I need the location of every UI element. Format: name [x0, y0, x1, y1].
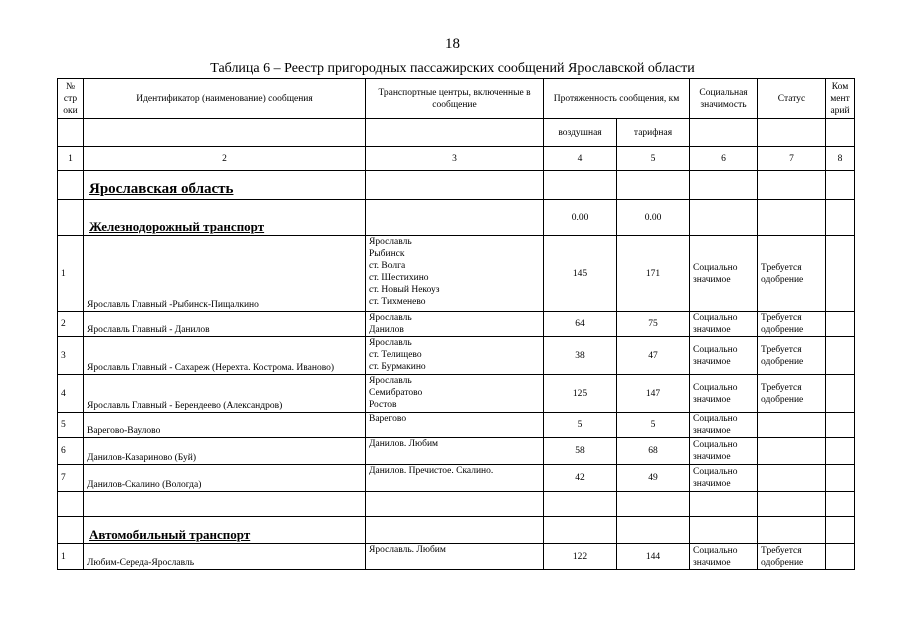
header-social: Социальная значимость: [690, 79, 758, 119]
status: [758, 438, 826, 465]
registry-table: [57, 78, 855, 570]
transport-centers-line: ст. Бурмакино: [369, 362, 426, 372]
social-significance: [690, 236, 758, 312]
transport-centers-line: Ярославль: [369, 376, 412, 386]
transport-centers-line: Данилов. Любим: [369, 439, 439, 449]
transport-centers-line: Данилов: [369, 325, 404, 335]
comment: [826, 236, 855, 312]
route-name: Любим-Середа-Ярославль: [84, 544, 366, 570]
col-number: 5: [617, 147, 690, 171]
social-significance: [690, 337, 758, 375]
transport-centers-line: Рыбинск: [369, 249, 405, 259]
status-line: Требуется: [761, 382, 802, 393]
social-significance-line: Социально: [693, 414, 738, 424]
table-row: [58, 413, 855, 438]
section-title-rail: Железнодорожный транспорт: [84, 200, 366, 236]
transport-centers-line: Семибратово: [369, 388, 423, 398]
empty-row: [58, 492, 855, 517]
table-caption: Таблица 6 – Реестр пригородных пассажирских сообщений Ярославской области: [210, 61, 695, 76]
transport-centers: [366, 337, 544, 375]
social-significance-line: значимое: [693, 452, 731, 462]
status: [758, 337, 826, 375]
route-name: Ярославль Главный - Сахареж (Нерехта. Кострома. Иваново): [84, 337, 366, 375]
air-distance: 5: [544, 413, 617, 438]
comment: [826, 465, 855, 492]
transport-centers-line: ст. Волга: [369, 261, 406, 271]
table-row: [58, 465, 855, 492]
table-row: [58, 337, 855, 375]
status: [758, 236, 826, 312]
transport-centers-line: Ярославль: [369, 313, 412, 323]
social-significance-line: Социально: [693, 467, 738, 477]
comment: [826, 337, 855, 375]
header-status: Статус: [758, 79, 826, 119]
header-tariff: тарифная: [617, 119, 690, 147]
col-number: 8: [826, 147, 855, 171]
transport-centers: [366, 413, 544, 438]
social-significance-line: значимое: [693, 557, 731, 568]
social-significance: [690, 375, 758, 413]
status-line: Требуется: [761, 262, 802, 273]
air-distance: 42: [544, 465, 617, 492]
tariff-distance: 75: [617, 312, 690, 337]
tariff-distance: 171: [617, 236, 690, 312]
col-number: 7: [758, 147, 826, 171]
section-row-rail: [58, 200, 855, 236]
table-row: [58, 312, 855, 337]
route-name: Ярославль Главный - Берендеево (Александров): [84, 375, 366, 413]
social-significance-line: Социально: [693, 382, 738, 393]
transport-centers: [366, 236, 544, 312]
comment: [826, 438, 855, 465]
comment: [826, 413, 855, 438]
row-number: 1: [58, 236, 84, 312]
route-name: Данилов-Скалино (Вологда): [84, 465, 366, 492]
section-row-auto: [58, 517, 855, 544]
transport-centers: [366, 465, 544, 492]
status: [758, 312, 826, 337]
social-significance-line: Социально: [693, 313, 738, 323]
social-significance-line: Социально: [693, 545, 738, 556]
social-significance-line: значимое: [693, 356, 731, 367]
tariff-distance: 49: [617, 465, 690, 492]
transport-centers: [366, 312, 544, 337]
transport-centers-line: Варегово: [369, 414, 407, 424]
table-row: [58, 236, 855, 312]
route-name: Данилов-Казариново (Буй): [84, 438, 366, 465]
status-line: Требуется: [761, 545, 802, 556]
social-significance-line: Социально: [693, 344, 738, 355]
social-significance-line: значимое: [693, 426, 731, 436]
social-significance-line: значимое: [693, 479, 731, 489]
table-row: [58, 544, 855, 570]
table-row: [58, 375, 855, 413]
header-length: Протяженность сообщения, км: [544, 79, 690, 119]
social-significance: [690, 465, 758, 492]
transport-centers: [366, 544, 544, 570]
col-number: 4: [544, 147, 617, 171]
air-distance: 122: [544, 544, 617, 570]
air-distance: 125: [544, 375, 617, 413]
header-centers: Транспортные центры, включенные в сообщение: [366, 79, 544, 119]
column-number-row: [58, 147, 855, 171]
transport-centers-line: ст. Телищево: [369, 350, 422, 360]
air-distance: 64: [544, 312, 617, 337]
col-number: 6: [690, 147, 758, 171]
status-line: одобрение: [761, 394, 804, 405]
header-comment: Ком мент арий: [826, 79, 855, 119]
status-line: одобрение: [761, 274, 804, 285]
row-number: 2: [58, 312, 84, 337]
tariff-distance: 147: [617, 375, 690, 413]
transport-centers-line: ст. Новый Некоуз: [369, 285, 440, 295]
transport-centers-line: ст. Тихменево: [369, 297, 426, 307]
row-number: 3: [58, 337, 84, 375]
social-significance: [690, 413, 758, 438]
region-title: Ярославская область: [84, 171, 366, 200]
rail-air-total: 0.00: [544, 200, 617, 236]
status: [758, 465, 826, 492]
header-num: № стр оки: [58, 79, 84, 119]
tariff-distance: 68: [617, 438, 690, 465]
air-distance: 145: [544, 236, 617, 312]
tariff-distance: 144: [617, 544, 690, 570]
social-significance: [690, 312, 758, 337]
social-significance-line: значимое: [693, 325, 731, 335]
header-row: [58, 79, 855, 119]
subheader-row: [58, 119, 855, 147]
row-number: 5: [58, 413, 84, 438]
comment: [826, 375, 855, 413]
status: [758, 375, 826, 413]
row-number: 4: [58, 375, 84, 413]
transport-centers-line: Ростов: [369, 400, 397, 410]
transport-centers-line: Ярославль: [369, 338, 412, 348]
region-row: [58, 171, 855, 200]
air-distance: 58: [544, 438, 617, 465]
col-number: 2: [84, 147, 366, 171]
route-name: Варегово-Ваулово: [84, 413, 366, 438]
status-line: одобрение: [761, 356, 804, 367]
social-significance-line: Социально: [693, 262, 738, 273]
table-row: [58, 438, 855, 465]
col-number: 1: [58, 147, 84, 171]
comment: [826, 544, 855, 570]
transport-centers: [366, 375, 544, 413]
route-name: Ярославль Главный - Данилов: [84, 312, 366, 337]
tariff-distance: 47: [617, 337, 690, 375]
section-title-auto: Автомобильный транспорт: [84, 517, 366, 544]
transport-centers-line: ст. Шестихино: [369, 273, 429, 283]
status-line: Требуется: [761, 313, 802, 323]
social-significance-line: Социально: [693, 440, 738, 450]
social-significance-line: значимое: [693, 274, 731, 285]
social-significance-line: значимое: [693, 394, 731, 405]
header-identifier: Идентификатор (наименование) сообщения: [84, 79, 366, 119]
row-number: 7: [58, 465, 84, 492]
air-distance: 38: [544, 337, 617, 375]
transport-centers-line: Ярославль: [369, 237, 412, 247]
status: [758, 544, 826, 570]
row-number: 6: [58, 438, 84, 465]
social-significance: [690, 438, 758, 465]
status: [758, 413, 826, 438]
header-air: воздушная: [544, 119, 617, 147]
row-number: 1: [58, 544, 84, 570]
transport-centers-line: Данилов. Пречистое. Скалино.: [369, 466, 494, 476]
comment: [826, 312, 855, 337]
col-number: 3: [366, 147, 544, 171]
status-line: Требуется: [761, 344, 802, 355]
rail-tariff-total: 0.00: [617, 200, 690, 236]
route-name: Ярославль Главный -Рыбинск-Пищалкино: [84, 236, 366, 312]
transport-centers-line: Ярославль. Любим: [369, 545, 446, 555]
transport-centers: [366, 438, 544, 465]
status-line: одобрение: [761, 325, 804, 335]
tariff-distance: 5: [617, 413, 690, 438]
status-line: одобрение: [761, 557, 804, 568]
social-significance: [690, 544, 758, 570]
page-number: 18: [445, 36, 460, 52]
